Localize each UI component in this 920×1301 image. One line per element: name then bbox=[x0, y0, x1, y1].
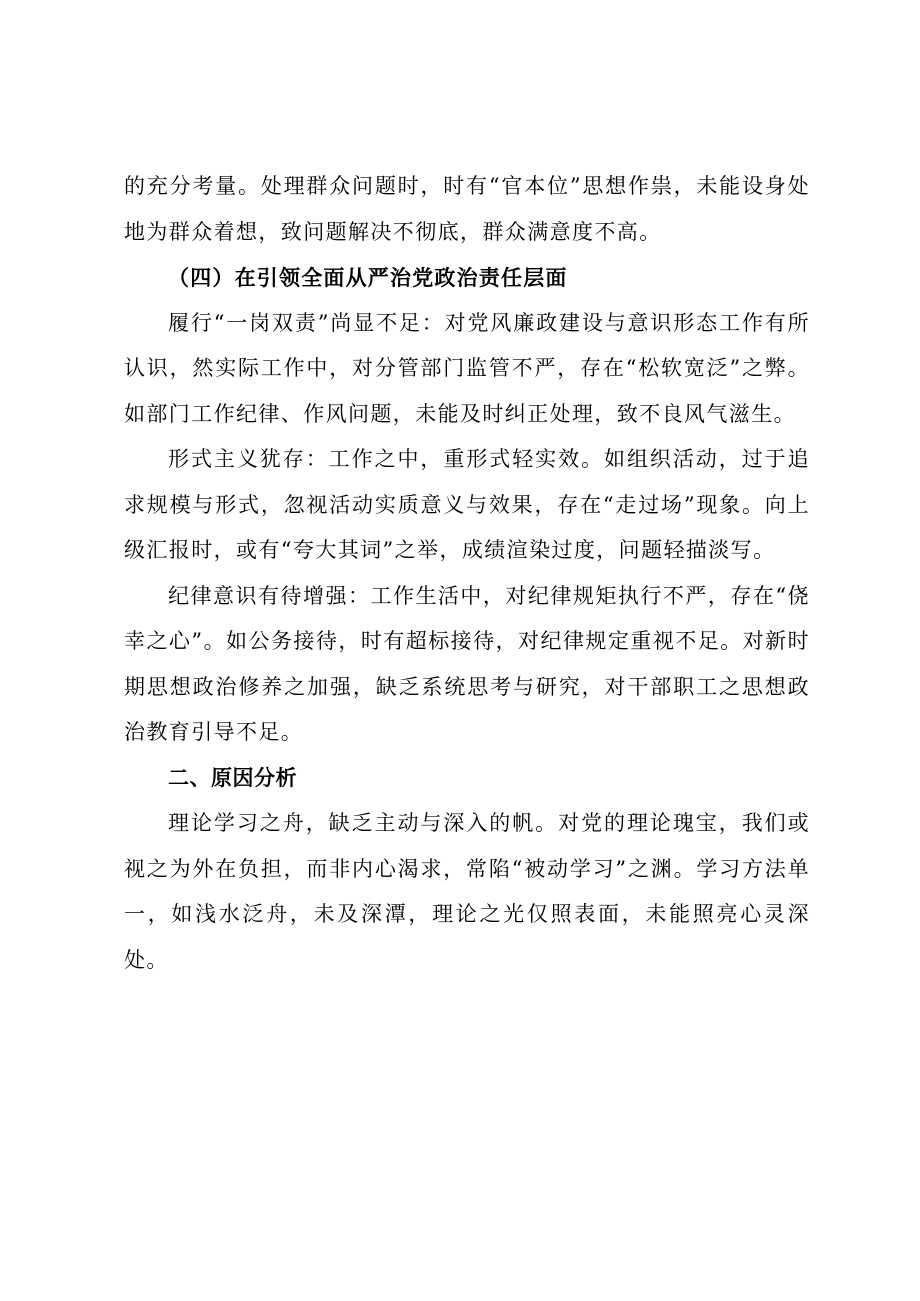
paragraph-continuation: 的充分考量。处理群众问题时，时有“官本位”思想作祟，未能设身处地为群众着想，致问题解决不彻底，群众满意度不高。 bbox=[124, 174, 810, 244]
paragraph-formalism: 形式主义犹存：工作之中，重形式轻实效。如组织活动，过于追求规模与形式，忽视活动实质意义与效果，存在“走过场”现象。向上级汇报时，或有“夸大其词”之举，成绩渲染过度，问题轻描淡写。 bbox=[124, 447, 810, 562]
paragraph-cause-analysis: 理论学习之舟，缺乏主动与深入的帆。对党的理论瑰宝，我们或视之为外在负担，而非内心渴求，常陷“被动学习”之渊。学习方法单一，如浅水泛舟，未及深潭，理论之光仅照表面，未能照亮心灵深处。 bbox=[124, 811, 810, 972]
subsection-heading: （四）在引领全面从严治党政治责任层面 bbox=[168, 265, 568, 290]
document-page bbox=[124, 164, 810, 983]
paragraph-one-post-two-duties: 履行“一岗双责”尚显不足：对党风廉政建设与意识形态工作有所认识，然实际工作中，对分管部门监管不严，存在“松软宽泛”之弊。如部门工作纪律、作风问题，未能及时纠正处理，致不良风气滋生。 bbox=[124, 310, 810, 426]
section-heading: 二、原因分析 bbox=[168, 765, 297, 790]
paragraph-discipline: 纪律意识有待增强：工作生活中，对纪律规矩执行不严，存在“侥幸之心”。如公务接待，时有超标接待，对纪律规定重视不足。对新时期思想政治修养之加强，缺乏系统思考与研究，对干部职工之思想政治教育引导不足。 bbox=[124, 583, 810, 744]
